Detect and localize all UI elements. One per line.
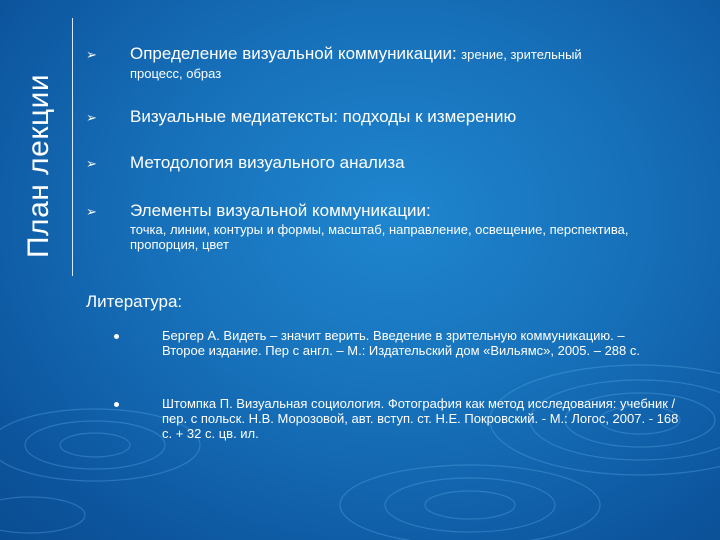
slide-title: План лекции: [22, 73, 55, 258]
reference-item-1-text: Бергер А. Видеть – значит верить. Введение в зрительную коммуникацию. – Второе издание. Пер с англ. – М.: Издательский дом «Вильямс», 2005. – 288 с.: [162, 328, 640, 358]
title-divider-line: [72, 18, 73, 276]
arrow-bullet-icon: ➢: [86, 110, 97, 125]
outline-item-2: [86, 107, 706, 127]
reference-item-1: [114, 328, 662, 358]
outline-item-4: [86, 201, 646, 252]
outline-item-1-sub: процесс, образ: [130, 66, 222, 81]
reference-item-2: [114, 396, 690, 441]
arrow-bullet-icon: ➢: [86, 204, 97, 219]
outline-item-4-main: Элементы визуальной коммуникации:: [130, 201, 431, 220]
outline-item-3-main: Методология визуального анализа: [130, 153, 405, 172]
outline-item-1-main: Определение визуальной коммуникации:: [130, 44, 457, 63]
reference-item-2-text: Штомпка П. Визуальная социология. Фотография как метод исследования: учебник / пер. с польск. Н.В. Морозовой, авт. вступ. ст. Н.Е. Покровский. - М.: Логос, 2007. - 168 с. + 32 с. цв. ил.: [162, 396, 679, 441]
arrow-bullet-icon: ➢: [86, 156, 97, 171]
outline-item-4-sub: точка, линии, контуры и формы, масштаб, направление, освещение, перспектива, пропорция, цвет: [130, 222, 629, 252]
outline-item-1: [86, 44, 706, 81]
round-bullet-icon: [114, 334, 119, 339]
outline-item-3: [86, 153, 706, 173]
outline-item-2-main: Визуальные медиатексты: подходы к измерению: [130, 107, 517, 126]
round-bullet-icon: [114, 402, 119, 407]
outline-item-1-sub-inline: зрение, зрительный: [461, 47, 582, 62]
literature-heading: Литература:: [86, 292, 183, 311]
arrow-bullet-icon: ➢: [86, 47, 97, 62]
